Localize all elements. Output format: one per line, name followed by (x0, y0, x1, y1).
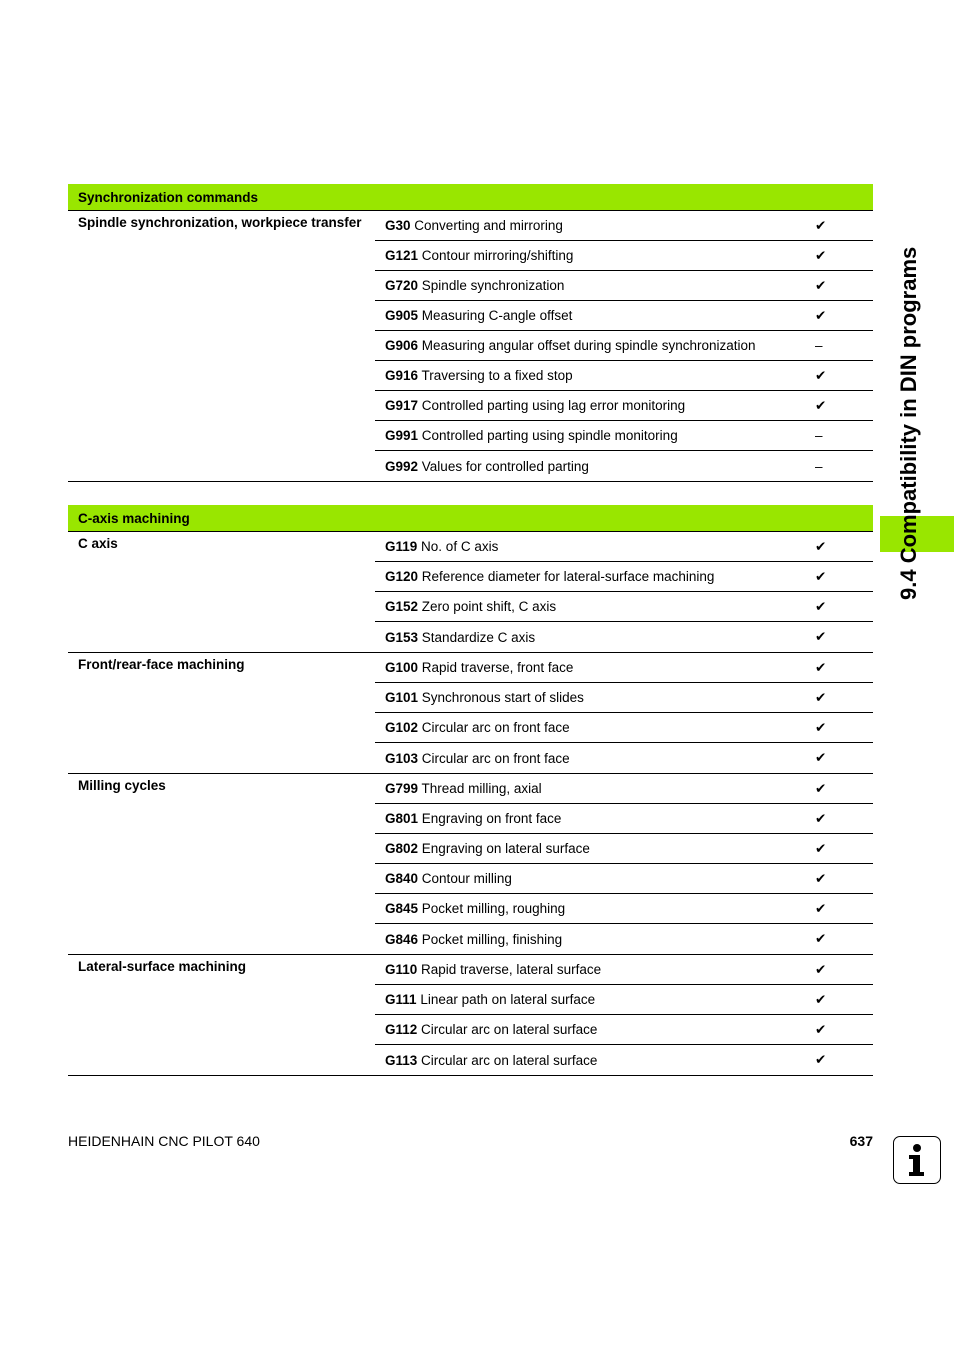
g-code: G991 (385, 428, 419, 443)
table-row (375, 955, 873, 985)
g-code: G102 (385, 720, 419, 735)
check-icon: ✔ (815, 719, 827, 735)
g-code: G906 (385, 338, 419, 353)
command-group (68, 955, 873, 1075)
check-icon: ✔ (815, 900, 827, 916)
command-list (375, 532, 873, 652)
check-icon: ✔ (815, 598, 827, 614)
g-code: G100 (385, 660, 419, 675)
table-row (375, 592, 873, 622)
g-code: G120 (385, 569, 419, 584)
g-code: G720 (385, 278, 419, 293)
command-cell (375, 368, 815, 383)
check-icon: ✔ (815, 247, 827, 263)
command-description: Contour mirroring/shifting (421, 248, 574, 263)
command-list (375, 955, 873, 1075)
command-cell (375, 901, 815, 916)
command-description: Linear path on lateral surface (420, 992, 596, 1007)
g-code: G110 (385, 962, 418, 977)
command-description: Circular arc on front face (421, 720, 570, 735)
g-code: G845 (385, 901, 419, 916)
command-cell (375, 278, 815, 293)
command-description: Spindle synchronization (421, 278, 565, 293)
command-description: Controlled parting using spindle monitoring (421, 428, 678, 443)
command-description: Pocket milling, finishing (421, 931, 563, 947)
check-icon: ✔ (815, 961, 827, 977)
command-description: Reference diameter for lateral-surface machining (421, 569, 715, 584)
command-cell (375, 539, 815, 554)
command-cell (375, 871, 815, 886)
table-row (375, 451, 873, 481)
info-icon (893, 1136, 941, 1184)
check-icon: ✔ (815, 780, 827, 796)
command-description: Measuring C-angle offset (421, 308, 573, 323)
table-row (375, 743, 873, 773)
table-row (375, 331, 873, 361)
table-row (375, 421, 873, 451)
command-cell (375, 398, 815, 413)
command-group (68, 211, 873, 481)
g-code: G111 (385, 992, 417, 1007)
group-label: Lateral-surface machining (78, 959, 247, 974)
command-list (375, 211, 873, 481)
check-icon: ✔ (815, 1052, 827, 1067)
command-description: Synchronous start of slides (421, 690, 584, 705)
command-cell (375, 218, 815, 233)
g-code: G992 (385, 458, 419, 474)
command-cell (375, 690, 815, 705)
command-description: Standardize C axis (421, 629, 536, 645)
command-description: No. of C axis (421, 539, 499, 554)
command-cell (375, 962, 815, 977)
dash-icon: – (815, 338, 823, 353)
dash-icon: – (815, 458, 823, 474)
table-row (375, 211, 873, 241)
command-description: Thread milling, axial (421, 781, 542, 796)
command-description: Circular arc on front face (421, 750, 570, 766)
group-label: Spindle synchronization, workpiece transfer (78, 215, 362, 230)
command-description: Rapid traverse, lateral surface (421, 962, 602, 977)
check-icon: ✔ (815, 538, 827, 554)
g-code: G101 (385, 690, 419, 705)
section-header: Synchronization commands (68, 184, 873, 211)
table-row (375, 894, 873, 924)
command-description: Circular arc on lateral surface (421, 1052, 598, 1068)
command-cell (375, 1022, 815, 1037)
command-list (375, 774, 873, 954)
command-cell (375, 811, 815, 826)
table-row (375, 241, 873, 271)
command-description: Measuring angular offset during spindle synchronization (421, 338, 756, 353)
command-cell (375, 841, 815, 856)
table-row (375, 532, 873, 562)
table-row (375, 562, 873, 592)
check-icon: ✔ (815, 750, 827, 765)
command-cell (375, 599, 815, 614)
command-description: Zero point shift, C axis (421, 599, 557, 614)
command-cell (375, 630, 815, 645)
check-icon: ✔ (815, 307, 827, 323)
table-row (375, 271, 873, 301)
command-cell (375, 932, 815, 947)
command-description: Traversing to a fixed stop (421, 368, 573, 383)
table-row (375, 1045, 873, 1075)
command-cell (375, 308, 815, 323)
command-cell (375, 428, 815, 443)
table-row (375, 391, 873, 421)
check-icon: ✔ (815, 1021, 827, 1037)
command-cell (375, 751, 815, 766)
command-cell (375, 1053, 815, 1068)
check-icon: ✔ (815, 217, 827, 233)
g-code: G917 (385, 398, 419, 413)
g-code: G113 (385, 1052, 418, 1068)
g-code: G799 (385, 781, 419, 796)
check-icon: ✔ (815, 931, 827, 946)
command-description: Engraving on front face (421, 811, 562, 826)
command-list (375, 653, 873, 773)
check-icon: ✔ (815, 991, 827, 1007)
command-group (68, 774, 873, 955)
g-code: G802 (385, 841, 419, 856)
g-code: G103 (385, 750, 419, 766)
check-icon: ✔ (815, 568, 827, 584)
check-icon: ✔ (815, 659, 827, 675)
table-row (375, 774, 873, 804)
check-icon: ✔ (815, 689, 827, 705)
command-cell (375, 992, 815, 1007)
g-code: G846 (385, 931, 419, 947)
command-description: Rapid traverse, front face (421, 660, 574, 675)
table-row (375, 834, 873, 864)
command-cell (375, 569, 815, 584)
command-group (68, 532, 873, 653)
command-description: Pocket milling, roughing (421, 901, 566, 916)
check-icon: ✔ (815, 810, 827, 826)
table-row (375, 361, 873, 391)
command-cell (375, 660, 815, 675)
table-row (375, 622, 873, 652)
g-code: G916 (385, 368, 419, 383)
g-code: G119 (385, 539, 418, 554)
check-icon: ✔ (815, 629, 827, 644)
g-code: G905 (385, 308, 419, 323)
command-cell (375, 781, 815, 796)
command-cell (375, 248, 815, 263)
g-code: G112 (385, 1022, 418, 1037)
table-row (375, 864, 873, 894)
command-description: Engraving on lateral surface (421, 841, 590, 856)
g-code: G801 (385, 811, 419, 826)
group-label: Front/rear-face machining (78, 657, 245, 672)
table-row (375, 985, 873, 1015)
group-label: C axis (78, 536, 118, 551)
command-cell (375, 338, 815, 353)
table-row (375, 653, 873, 683)
group-label: Milling cycles (78, 778, 166, 793)
command-cell (375, 720, 815, 735)
table-row (375, 301, 873, 331)
check-icon: ✔ (815, 367, 827, 383)
g-code: G153 (385, 629, 419, 645)
check-icon: ✔ (815, 840, 827, 856)
g-code: G152 (385, 599, 419, 614)
dash-icon: – (815, 428, 823, 443)
command-cell (375, 459, 815, 474)
section-c-axis-machining (68, 505, 873, 1076)
g-code: G840 (385, 871, 419, 886)
table-row (375, 713, 873, 743)
command-description: Contour milling (421, 871, 512, 886)
table-row (375, 804, 873, 834)
table-row (375, 683, 873, 713)
command-description: Circular arc on lateral surface (421, 1022, 598, 1037)
footer-product: HEIDENHAIN CNC PILOT 640 (68, 1133, 260, 1149)
section-synchronization-commands (68, 184, 873, 482)
page-number: 637 (849, 1133, 873, 1149)
command-description: Converting and mirroring (414, 218, 563, 233)
check-icon: ✔ (815, 277, 827, 293)
table-row (375, 924, 873, 954)
g-code: G30 (385, 218, 411, 233)
chapter-title: 9.4 Compatibility in DIN programs (896, 246, 921, 600)
g-code: G121 (385, 248, 419, 263)
command-description: Controlled parting using lag error monitoring (421, 398, 686, 413)
table-row (375, 1015, 873, 1045)
section-header: C-axis machining (68, 505, 873, 532)
command-description: Values for controlled parting (421, 458, 589, 474)
check-icon: ✔ (815, 397, 827, 413)
check-icon: ✔ (815, 870, 827, 886)
command-group (68, 653, 873, 774)
